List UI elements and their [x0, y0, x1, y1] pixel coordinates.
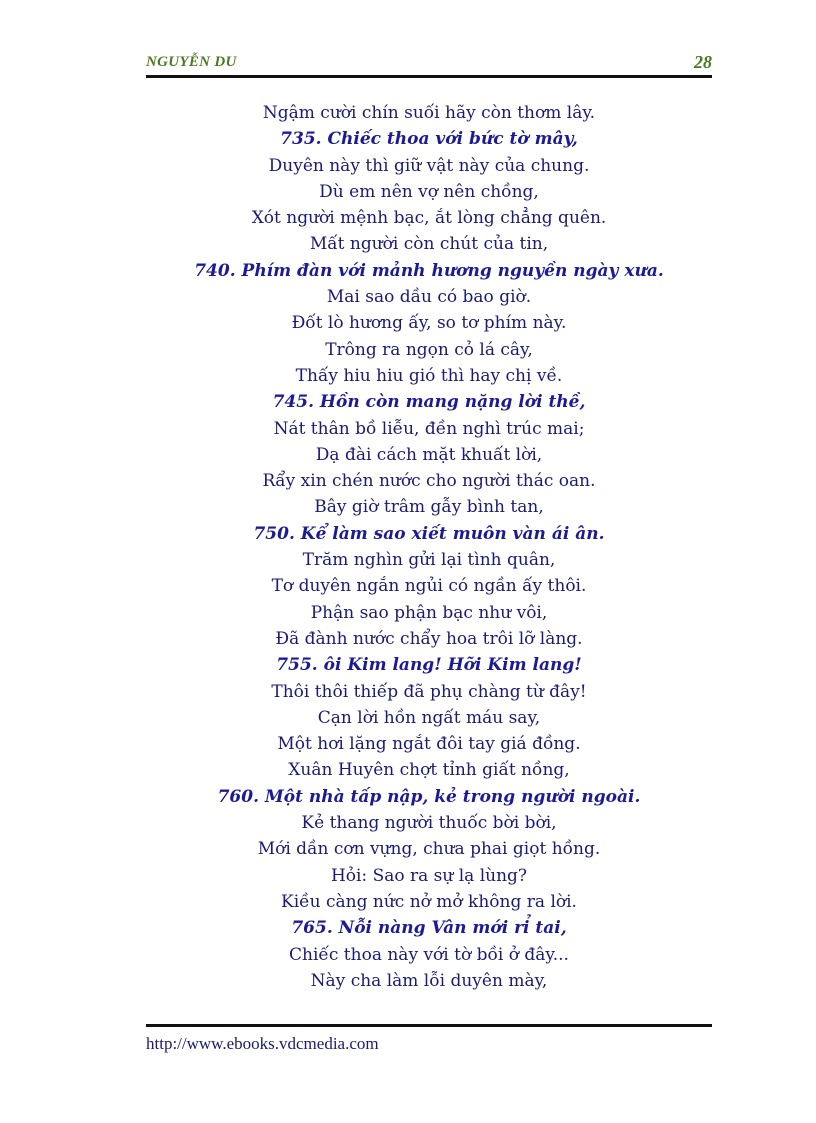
verse-line: Xót người mệnh bạc, ắt lòng chẳng quên. [251, 208, 607, 229]
verse-line: Thấy hiu hiu gió thì hay chị về. [295, 365, 563, 386]
footer-url-link[interactable]: http://www.ebooks.vdcmedia.com [146, 1034, 379, 1053]
footer-divider [146, 1024, 712, 1027]
verse-line: Xuân Huyên chợt tỉnh giất nồng, [288, 760, 570, 781]
verse-line: Kiều càng nức nở mở không ra lời. [281, 891, 577, 912]
verse-line: Kẻ thang người thuốc bời bời, [301, 813, 557, 834]
numbered-verse-line: 745. Hồn còn mang nặng lời thề, [272, 392, 586, 413]
verse-line: Này cha làm lỗi duyên mày, [310, 970, 548, 991]
verse-line: Trông ra ngọn cỏ lá cây, [325, 339, 533, 360]
numbered-verse-line: 735. Chiếc thoa với bức tờ mây, [280, 129, 578, 150]
verse-line: Ngậm cười chín suối hãy còn thơm lây. [262, 103, 596, 123]
verse-line: Mai sao dầu có bao giờ. [326, 287, 532, 308]
verse-line: Cạn lời hồn ngất máu say, [317, 707, 541, 728]
verse-line: Dạ đài cách mặt khuất lời, [315, 444, 543, 465]
verse-line: Mới dần cơn vựng, chưa phai giọt hồng. [257, 839, 601, 860]
header-divider [146, 75, 712, 78]
numbered-verse-line: 755. ôi Kim lang! Hỡi Kim lang! [276, 655, 582, 676]
verse-line: Nát thân bồ liễu, đền nghì trúc mai; [273, 418, 585, 439]
verse-line: Chiếc thoa này với tờ bồi ở đây... [289, 944, 569, 965]
verse-line: Rẩy xin chén nước cho người thác oan. [262, 471, 596, 492]
verse-line: Mất người còn chút của tin, [309, 234, 549, 255]
numbered-verse-line: 740. Phím đàn với mảnh hương nguyền ngày xưa. [194, 260, 664, 281]
page-number: 28 [694, 52, 712, 72]
verse-line: Đốt lò hương ấy, so tơ phím này. [291, 313, 567, 334]
verse-line: Tơ duyên ngắn ngủi có ngần ấy thôi. [271, 576, 587, 597]
verse-line: Bây giờ trâm gẫy bình tan, [314, 497, 544, 518]
numbered-verse-line: 760. Một nhà tấp nập, kẻ trong người ngoài. [217, 786, 641, 807]
page-header [146, 54, 712, 76]
verse-line: Trăm nghìn gửi lại tình quân, [302, 550, 556, 571]
verse-line: Một hơi lặng ngắt đôi tay giá đồng. [277, 734, 581, 755]
verse-line: Duyên này thì giữ vật này của chung. [268, 155, 590, 176]
verse-line: Thôi thôi thiếp đã phụ chàng từ đây! [271, 681, 587, 702]
poem-body [146, 100, 712, 994]
verse-line: Hỏi: Sao ra sự lạ lùng? [330, 865, 528, 886]
author-name: NGUYỄN DU [146, 54, 237, 70]
verse-line: Phận sao phận bạc như vôi, [310, 602, 548, 623]
verse-line: Đã đành nước chẩy hoa trôi lỡ làng. [275, 628, 583, 649]
verse-line: Dù em nên vợ nên chồng, [319, 181, 539, 202]
numbered-verse-line: 750. Kể làm sao xiết muôn vàn ái ân. [253, 523, 605, 544]
numbered-verse-line: 765. Nỗi nàng Vân mới rỉ tai, [291, 918, 567, 939]
